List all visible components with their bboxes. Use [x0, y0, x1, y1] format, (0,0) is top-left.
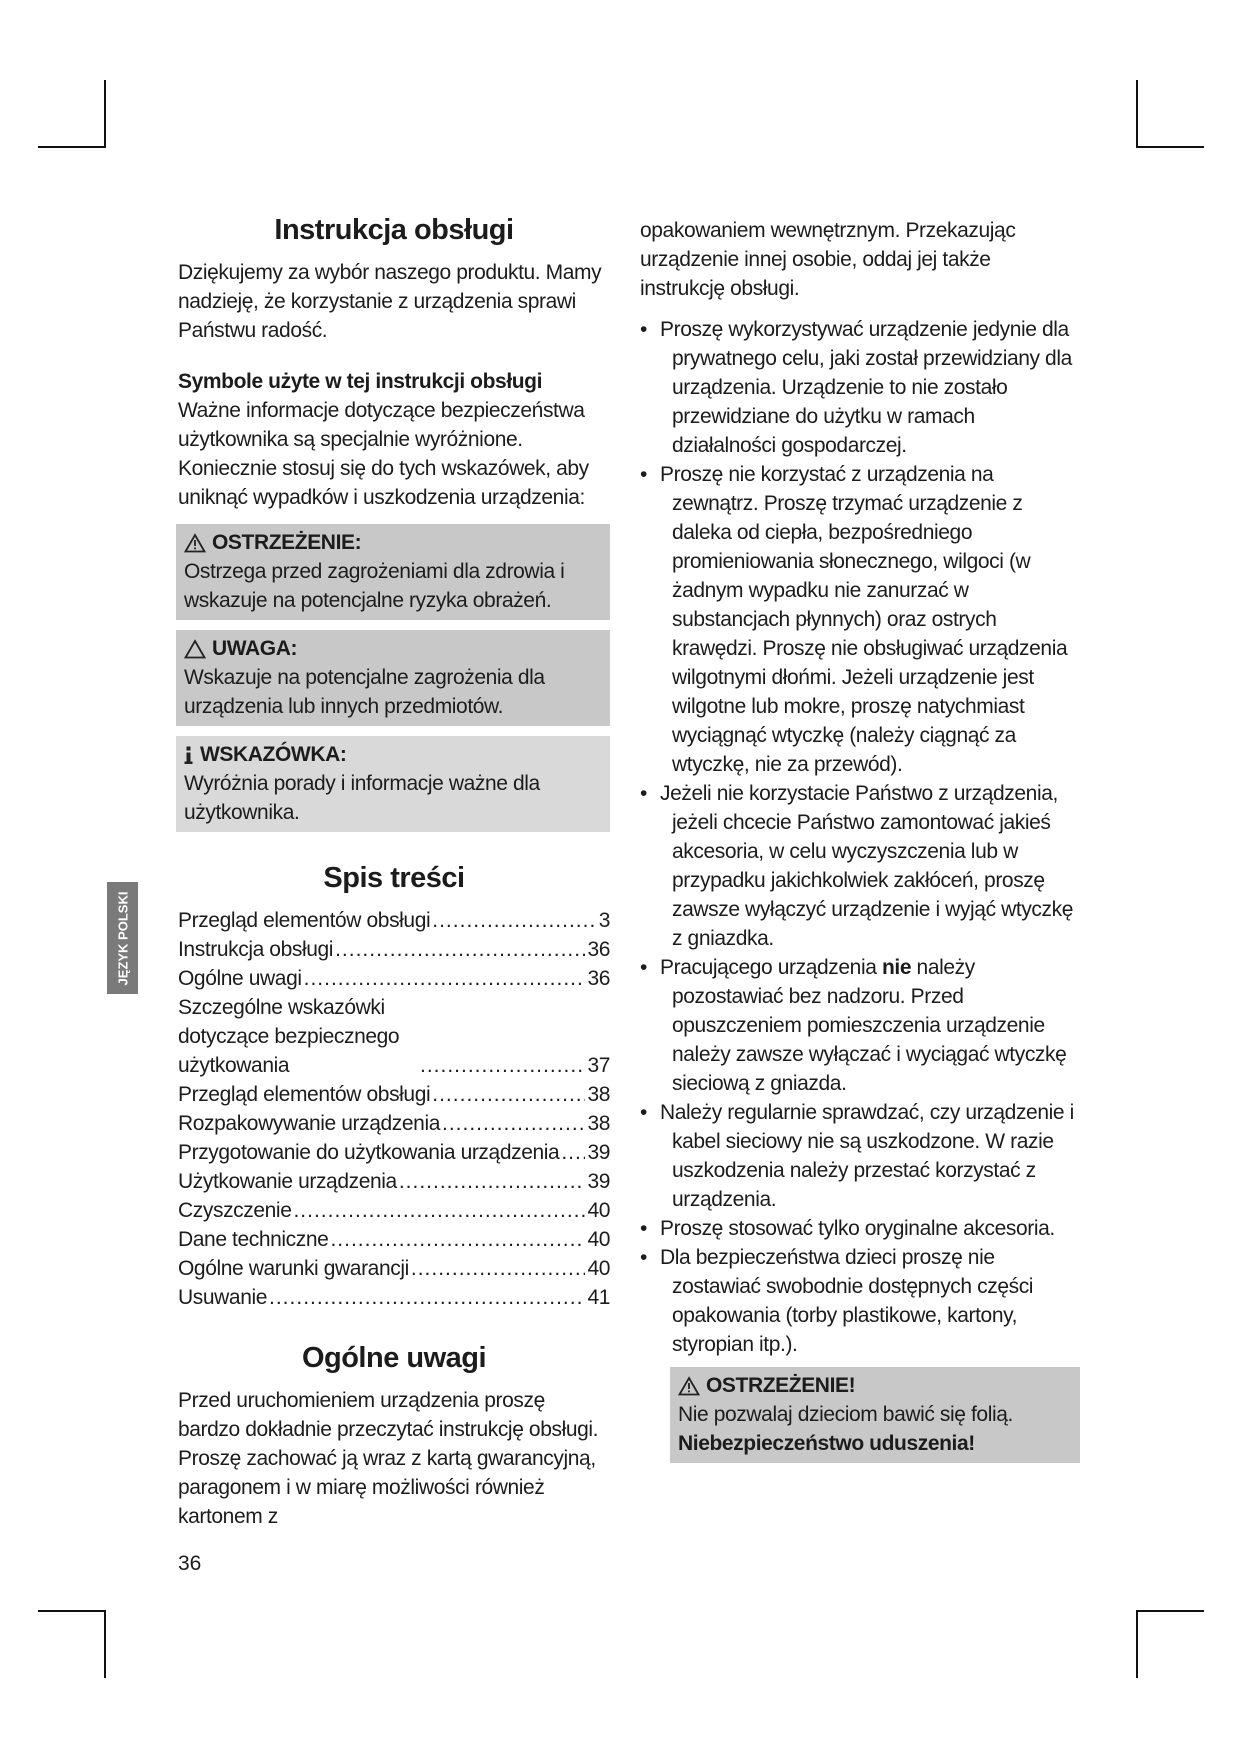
list-item: • Pracującego urządzenia nie należy pozostawiać bez nadzoru. Przed opuszczeniem pomieszczenia urządzenie należy zawsze wyłączać i wyciągać wtyczkę sieciową z gniazda.: [640, 953, 1080, 1098]
caution-triangle-icon: [184, 639, 206, 659]
toc-title: Spis treści: [323, 862, 465, 894]
left-column: [178, 210, 610, 1531]
symbols-paragraph: Ważne informacje dotyczące bezpieczeństwa użytkownika są specjalnie wyróżnione. Koniecznie stosuj się do tych wskazówek, aby uniknąć wypadków i uszkodzenia urządzenia:: [178, 399, 589, 509]
intro-paragraph: Dziękujemy za wybór naszego produktu. Mamy nadzieję, że korzystanie z urządzenia sprawi Państwu radość.: [178, 261, 602, 342]
crop-mark: [1136, 1610, 1138, 1678]
caution-box: [176, 630, 610, 726]
toc-entry[interactable]: Czyszczenie ..... 40: [178, 1196, 610, 1225]
toc-entry[interactable]: Przygotowanie do użytkowania urządzenia ..... 39: [178, 1138, 610, 1167]
toc-entry[interactable]: Dane techniczne ..... 40: [178, 1225, 610, 1254]
toc-entry[interactable]: Rozpakowywanie urządzenia ..... 38: [178, 1109, 610, 1138]
list-item: • Dla bezpieczeństwa dzieci proszę nie zostawiać swobodnie dostępnych części opakowania (torby plastikowe, kartony, styropian itp.).: [640, 1243, 1080, 1359]
language-side-tab-label: JĘZYK POLSKI: [115, 891, 131, 985]
warning-triangle-icon: [184, 533, 206, 553]
right-column: [640, 216, 1080, 1463]
note-text: Wyróżnia porady i informacje ważne dla użytkownika.: [184, 772, 540, 824]
warning-box: [176, 524, 610, 620]
symbols-heading: Symbole użyte w tej instrukcji obsługi: [178, 370, 543, 393]
toc-entry[interactable]: Usuwanie ..... 41: [178, 1283, 610, 1312]
crop-mark: [38, 1610, 106, 1612]
warning-triangle-icon: [678, 1376, 700, 1396]
crop-mark: [1136, 146, 1204, 148]
toc-entry[interactable]: Przegląd elementów obsługi ..... 38: [178, 1080, 610, 1109]
warning-box-children: [670, 1367, 1080, 1463]
caution-title: UWAGA:: [212, 637, 298, 660]
toc-entry[interactable]: Szczególne wskazówki dotyczące bezpiecznego użytkowania ..... 37: [178, 993, 610, 1080]
list-item: • Proszę stosować tylko oryginalne akcesoria.: [640, 1214, 1080, 1243]
general-notes-title: Ogólne uwagi: [301, 1342, 487, 1374]
list-item: • Proszę wykorzystywać urządzenie jedynie dla prywatnego celu, jaki został przewidziany dla urządzenia. Urządzenie to nie zostało przewidziane do użytku w ramach działalności gospodarczej.: [640, 315, 1080, 460]
table-of-contents: [178, 906, 610, 1312]
list-item: • Proszę nie korzystać z urządzenia na zewnątrz. Proszę trzymać urządzenie z daleka od ciepła, bezpośredniego promieniowania słonecznego, wilgoci (w żadnym wypadku nie zanurzać w substancjach płynnych) oraz ostrych krawędzi. Proszę nie obsługiwać urządzenia wilgotnymi dłońmi. Jeżeli urządzenie jest wilgotne lub mokre, proszę natychmiast wyciągnąć wtyczkę (należy ciągnąć za wtyczkę, nie za przewód).: [640, 460, 1080, 779]
list-item: • Jeżeli nie korzystacie Państwo z urządzenia, jeżeli chcecie Państwo zamontować jakieś akcesoria, w celu wyczyszczenia lub w przypadku jakichkolwiek zakłóceń, proszę zawsze wyłączyć urządzenie i wyjąć wtyczkę z gniazdka.: [640, 779, 1080, 953]
toc-entry[interactable]: Ogólne warunki gwarancji ..... 40: [178, 1254, 610, 1283]
caution-text: Wskazuje na potencjalne zagrożenia dla urządzenia lub innych przedmiotów.: [184, 666, 545, 718]
toc-entry[interactable]: Ogólne uwagi ..... 36: [178, 964, 610, 993]
page-number: 36: [178, 1552, 202, 1575]
crop-mark: [104, 1610, 106, 1678]
safety-bullet-list: [640, 315, 1080, 1359]
note-title: WSKAZÓWKA:: [200, 743, 347, 766]
crop-mark: [38, 146, 106, 148]
warning2-title: OSTRZEŻENIE!: [706, 1374, 856, 1397]
warning-text: Ostrzega przed zagrożeniami dla zdrowia i wskazuje na potencjalne ryzyka obrażeń.: [184, 560, 565, 612]
language-side-tab: [107, 882, 138, 994]
crop-mark: [1136, 1610, 1204, 1612]
general-notes-paragraph: Przed uruchomieniem urządzenia proszę bardzo dokładnie przeczytać instrukcję obsługi. Proszę zachować ją wraz z kartą gwarancyjną, paragonem i w miarę możliwości również kartonem z: [178, 1389, 599, 1528]
crop-mark: [1136, 80, 1138, 148]
toc-entry[interactable]: Instrukcja obsługi ..... 36: [178, 935, 610, 964]
warning2-text: Nie pozwalaj dzieciom bawić się folią.: [678, 1403, 1013, 1426]
warning2-bold-text: Niebezpieczeństwo uduszenia!: [678, 1432, 975, 1455]
continued-paragraph: opakowaniem wewnętrznym. Przekazując urządzenie innej osobie, oddaj jej także instrukcję obsługi.: [640, 219, 1016, 300]
list-item: • Należy regularnie sprawdzać, czy urządzenie i kabel sieciowy nie są uszkodzone. W razie uszkodzenia należy przestać korzystać z urządzenia.: [640, 1098, 1080, 1214]
info-icon: [184, 745, 194, 765]
toc-entry[interactable]: Przegląd elementów obsługi ..... 3: [178, 906, 610, 935]
toc-entry[interactable]: Użytkowanie urządzenia ..... 39: [178, 1167, 610, 1196]
crop-mark: [104, 80, 106, 148]
manual-title: Instrukcja obsługi: [274, 214, 514, 246]
note-box: [176, 736, 610, 832]
warning-title: OSTRZEŻENIE:: [212, 531, 362, 554]
